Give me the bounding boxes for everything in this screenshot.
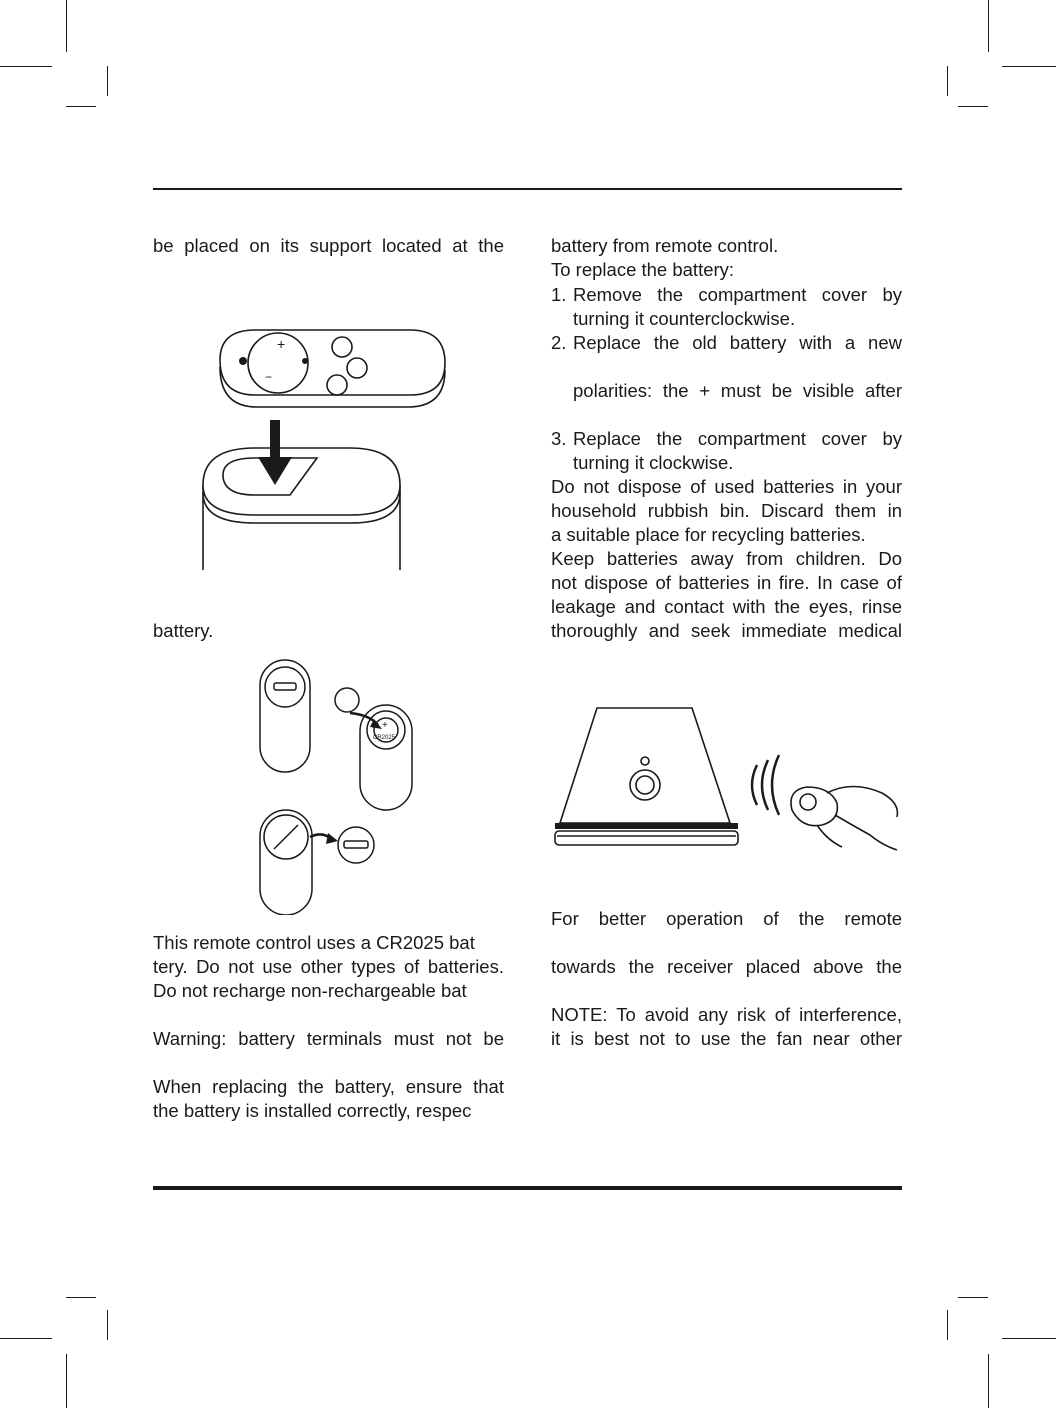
battery-type-label: CR2025	[373, 735, 396, 741]
right-text-line: Do not dispose of used batteries in your	[551, 476, 902, 497]
left-text-line: tery. Do not use other types of batteries.	[153, 956, 504, 977]
right-text-line: household rubbish bin. Discard them in	[551, 500, 902, 521]
footer-rule	[153, 1186, 902, 1190]
remote-plus-label: +	[277, 336, 286, 352]
right-text-line: towards the receiver placed above the	[551, 956, 902, 977]
battery-polarity-label: +	[382, 720, 388, 731]
right-text-line: To replace the battery:	[551, 259, 735, 280]
right-text-line: NOTE: To avoid any risk of interference,	[551, 1004, 902, 1025]
right-text-line: Remove the compartment cover by	[573, 284, 902, 305]
coin-battery	[335, 688, 359, 712]
right-text-line: For better operation of the remote	[551, 908, 902, 929]
right-text-line: turning it clockwise.	[573, 452, 734, 473]
left-text-line: This remote control uses a CR2025 bat	[153, 932, 475, 953]
arrow-head-icon	[326, 833, 338, 844]
left-text-line: Do not recharge non-rechargeable bat	[153, 980, 467, 1001]
remote-pointing-illustration	[552, 705, 904, 865]
right-text-line: thoroughly and seek immediate medical	[551, 620, 902, 641]
right-text-line: turning it counterclockwise.	[573, 308, 796, 329]
signal-wave-icon	[752, 765, 757, 805]
crop-mark	[66, 1354, 67, 1408]
right-text-line: leakage and contact with the eyes, rinse	[551, 596, 902, 617]
signal-wave-icon	[762, 760, 768, 810]
crop-mark	[947, 66, 948, 96]
oscillation-icon	[302, 358, 308, 364]
crop-mark	[958, 106, 988, 107]
battery-replacement-illustration	[250, 655, 430, 915]
right-text-line: it is best not to use the fan near other	[551, 1028, 902, 1049]
crop-mark	[0, 1338, 52, 1339]
fan-base	[555, 831, 738, 845]
step-number: 1.	[551, 284, 567, 305]
right-text-line: Replace the compartment cover by	[573, 428, 902, 449]
left-text-line: the battery is installed correctly, respec	[153, 1100, 472, 1121]
step-number: 3.	[551, 428, 567, 449]
crop-mark	[958, 1297, 988, 1298]
step-number: 2.	[551, 332, 567, 353]
crop-mark	[66, 0, 67, 52]
crop-mark	[988, 1354, 989, 1408]
remote-minus-label: −	[265, 370, 273, 384]
crop-mark	[66, 106, 96, 107]
right-text-line: battery from remote control.	[551, 235, 779, 256]
left-text-line: battery.	[153, 620, 214, 641]
left-text-line: When replacing the battery, ensure that	[153, 1076, 504, 1097]
crop-mark	[107, 66, 108, 96]
remote-docking-illustration	[195, 325, 455, 575]
crop-mark	[1002, 66, 1056, 67]
left-text-line: be placed on its support located at the	[153, 235, 504, 256]
crop-mark	[0, 66, 52, 67]
remote-outline	[220, 330, 445, 395]
right-text-line: not dispose of batteries in fire. In case of	[551, 572, 902, 593]
right-text-line: polarities: the + must be visible after	[573, 380, 902, 401]
left-text-line: Warning: battery terminals must not be	[153, 1028, 504, 1049]
crop-mark	[1002, 1338, 1056, 1339]
right-text-line: Keep batteries away from children. Do	[551, 548, 902, 569]
signal-wave-icon	[772, 755, 779, 815]
right-text-line: Replace the old battery with a new	[573, 332, 902, 353]
crop-mark	[66, 1297, 96, 1298]
header-rule	[153, 188, 902, 190]
fan-base-dark	[555, 823, 738, 829]
fan-mode-icon	[239, 357, 247, 365]
right-text-line: a suitable place for recycling batteries.	[551, 524, 866, 545]
crop-mark	[107, 1310, 108, 1340]
crop-mark	[947, 1310, 948, 1340]
crop-mark	[988, 0, 989, 52]
